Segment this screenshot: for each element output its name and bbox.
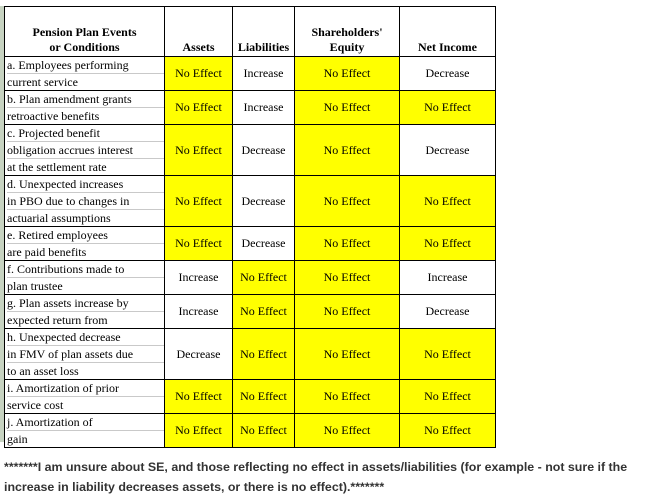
assets-cell: Increase [165,295,233,329]
liabilities-cell: Increase [233,57,295,91]
event-line: current service [7,75,78,89]
table-row [5,91,496,125]
liabilities-cell: Decrease [233,176,295,227]
event-cell [5,380,165,414]
header-events-line1: Pension Plan Events [32,25,137,39]
equity-cell: No Effect [295,261,400,295]
net-income-cell: No Effect [400,380,496,414]
equity-cell: No Effect [295,329,400,380]
table-row [5,125,496,176]
event-line: j. Amortization of [7,414,164,431]
net-income-cell: No Effect [400,91,496,125]
liabilities-cell: No Effect [233,380,295,414]
assets-cell: No Effect [165,227,233,261]
event-line: e. Retired employees [7,227,164,244]
header-equity [295,7,400,57]
net-income-cell: No Effect [400,329,496,380]
event-line: expected return from [7,313,108,327]
liabilities-cell: Decrease [233,227,295,261]
event-line: at the settlement rate [7,160,107,174]
liabilities-cell: No Effect [233,261,295,295]
event-line: service cost [7,398,64,412]
liabilities-cell: No Effect [233,329,295,380]
table-row [5,295,496,329]
pension-effects-table [4,6,496,448]
assets-cell: Increase [165,261,233,295]
equity-cell: No Effect [295,414,400,448]
event-cell [5,414,165,448]
event-line: retroactive benefits [7,109,100,123]
liabilities-cell: No Effect [233,414,295,448]
event-cell [5,295,165,329]
event-line: are paid benefits [7,245,87,259]
event-cell [5,261,165,295]
header-equity-line1: Shareholders' [311,25,383,39]
event-cell [5,57,165,91]
event-line: in FMV of plan assets due [7,346,164,363]
net-income-cell: No Effect [400,414,496,448]
equity-cell: No Effect [295,125,400,176]
assets-cell: No Effect [165,176,233,227]
table-row [5,414,496,448]
table-row [5,380,496,414]
table-row [5,176,496,227]
assets-cell: No Effect [165,125,233,176]
net-income-cell: Decrease [400,125,496,176]
event-cell [5,91,165,125]
equity-cell: No Effect [295,227,400,261]
header-events-line2: or Conditions [49,40,120,54]
event-line: obligation accrues interest [7,142,164,159]
net-income-cell: Decrease [400,57,496,91]
equity-cell: No Effect [295,176,400,227]
event-line: g. Plan assets increase by [7,295,164,312]
event-line: actuarial assumptions [7,211,111,225]
header-equity-line2: Equity [329,40,365,54]
event-line: b. Plan amendment grants [7,91,164,108]
event-line: i. Amortization of prior [7,380,164,397]
liabilities-cell: No Effect [233,295,295,329]
event-cell [5,329,165,380]
assets-cell: No Effect [165,414,233,448]
assets-cell: No Effect [165,380,233,414]
table-row [5,57,496,91]
event-line: a. Employees performing [7,57,164,74]
header-row [5,7,496,57]
net-income-cell: Decrease [400,295,496,329]
table-row [5,261,496,295]
header-events [5,7,165,57]
table-row [5,227,496,261]
equity-cell: No Effect [295,295,400,329]
net-income-cell: No Effect [400,227,496,261]
event-line: in PBO due to changes in [7,193,164,210]
event-line: d. Unexpected increases [7,176,164,193]
assets-cell: Decrease [165,329,233,380]
user-note: *******I am unsure about SE, and those reflecting no effect in assets/liabilities (for example - not sure if the increase in liability decreases assets, or there is no effect).******* [4,460,628,494]
event-line: plan trustee [7,279,63,293]
event-line: c. Projected benefit [7,125,164,142]
event-line: h. Unexpected decrease [7,329,164,346]
table-body [5,57,496,448]
header-net-income: Net Income [400,7,496,57]
net-income-cell: Increase [400,261,496,295]
equity-cell: No Effect [295,380,400,414]
liabilities-cell: Decrease [233,125,295,176]
event-cell [5,176,165,227]
event-cell [5,227,165,261]
header-liabilities: Liabilities [233,7,295,57]
assets-cell: No Effect [165,91,233,125]
net-income-cell: No Effect [400,176,496,227]
event-cell [5,125,165,176]
liabilities-cell: Increase [233,91,295,125]
event-line: gain [7,432,28,446]
event-line: f. Contributions made to [7,261,164,278]
equity-cell: No Effect [295,91,400,125]
header-assets: Assets [165,7,233,57]
event-line: to an asset loss [7,364,79,378]
equity-cell: No Effect [295,57,400,91]
table-row [5,329,496,380]
pension-table-container [4,6,496,448]
assets-cell: No Effect [165,57,233,91]
